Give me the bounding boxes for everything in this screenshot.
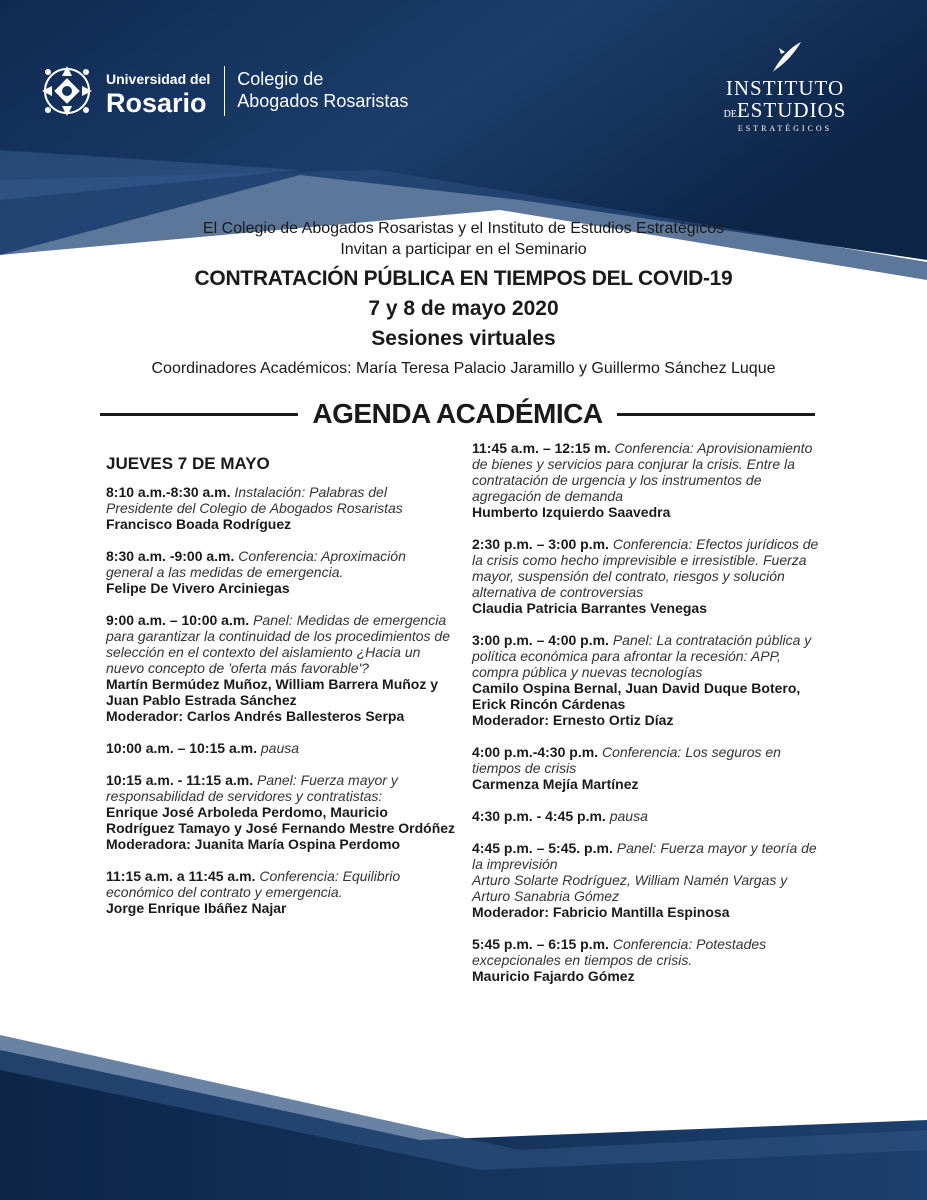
session-time: 4:00 p.m.-4:30 p.m. [472, 744, 599, 760]
session-description: Conferencia: Aproximación general a las medidas de emergencia. [106, 548, 406, 580]
session-speakers: Felipe De Vivero Arciniegas [106, 580, 290, 596]
session-time: 10:15 a.m. - 11:15 a.m. [106, 772, 254, 788]
session-description: Panel: Medidas de emergencia para garantizar la continuidad de los procedimientos de selección en el contexto del aislamiento ¿Hacia un nuevo concepto de 'oferta más favorable'? [106, 612, 450, 676]
session-time: 8:30 a.m. -9:00 a.m. [106, 548, 235, 564]
colegio-line1: Colegio de [237, 69, 324, 90]
session-description: Conferencia: Equilibrio económico del contrato y emergencia. [106, 868, 401, 900]
session-time: 11:15 a.m. a 11:45 a.m. [106, 868, 256, 884]
session-header [472, 632, 822, 680]
session-header [472, 808, 822, 824]
session-description: Conferencia: Los seguros en tiempos de crisis [472, 744, 781, 776]
session-header [106, 548, 456, 580]
university-name-big: Rosario [106, 87, 207, 118]
session-speakers: Carmenza Mejía Martínez [472, 776, 639, 792]
left-sessions [106, 484, 456, 916]
agenda-heading [100, 396, 815, 432]
session-time: 8:10 a.m.-8:30 a.m. [106, 484, 231, 500]
right-sessions [472, 440, 822, 984]
institute-line1: INSTITUTO [725, 76, 845, 100]
seminar-format: Sesiones virtuales [371, 327, 556, 350]
agenda-title: AGENDA ACADÉMICA [312, 398, 603, 429]
session-description: Panel: Fuerza mayor y teoría de la imprevisión [472, 840, 817, 872]
session-header [106, 484, 456, 516]
intro-block [0, 218, 927, 378]
session-moderator: Moderador: Fabricio Mantilla Espinosa [472, 904, 730, 920]
agenda-session [472, 440, 822, 520]
session-speakers: Enrique José Arboleda Perdomo, Mauricio Rodríguez Tamayo y José Fernando Mestre Ordóñez [106, 804, 456, 836]
session-speakers: Martín Bermúdez Muñoz, William Barrera Muñoz y Juan Pablo Estrada Sánchez [106, 676, 439, 708]
logo-separator [224, 66, 225, 116]
university-name-small: Universidad del [106, 70, 211, 87]
agenda-session [106, 548, 456, 596]
session-speakers: Claudia Patricia Barrantes Venegas [472, 600, 707, 616]
universidad-rosario-logo [36, 60, 408, 122]
institute-estudios: ESTUDIOS [736, 98, 847, 122]
agenda-session [472, 536, 822, 616]
coordinators: Coordinadores Académicos: María Teresa Palacio Jaramillo y Guillermo Sánchez Luque [151, 360, 776, 377]
agenda-session [106, 612, 456, 724]
session-header [106, 612, 456, 676]
session-moderator: Moderador: Carlos Andrés Ballesteros Serpa [106, 708, 405, 724]
session-speakers: Humberto Izquierdo Saavedra [472, 504, 671, 520]
session-time: 3:00 p.m. – 4:00 p.m. [472, 632, 609, 648]
session-header [472, 840, 822, 872]
agenda-session [472, 744, 822, 792]
session-time: 9:00 a.m. – 10:00 a.m. [106, 612, 250, 628]
session-description: Conferencia: Efectos jurídicos de la crisis como hecho imprevisible e irresistible. Fuerza mayor, suspensión del contrato, riesgos y solución alternativa de controversias [472, 536, 819, 600]
institute-de: DE [723, 109, 737, 120]
colegio-name [237, 69, 408, 112]
agenda-session [106, 484, 456, 532]
quill-pen-icon [765, 38, 805, 76]
session-speakers: Francisco Boada Rodríguez [106, 516, 292, 532]
session-description: Conferencia: Potestades excepcionales en tiempos de crisis. [472, 936, 767, 968]
session-description: Panel: Fuerza mayor y responsabilidad de servidores y contratistas: [106, 772, 398, 804]
session-moderator: Moderadora: Juanita María Ospina Perdomo [106, 836, 401, 852]
intro-line2: Invitan a participar en el Seminario [340, 241, 587, 258]
session-speakers: Jorge Enrique Ibáñez Najar [106, 900, 287, 916]
session-header [472, 536, 822, 600]
colegio-line2: Abogados Rosaristas [237, 91, 409, 111]
session-header [106, 772, 456, 804]
session-time: 11:45 a.m. – 12:15 m. [472, 440, 611, 456]
session-time: 4:30 p.m. - 4:45 p.m. [472, 808, 606, 824]
seminar-dates: 7 y 8 de mayo 2020 [368, 297, 559, 320]
session-description: Conferencia: Aprovisionamiento de bienes y servicios para conjurar la crisis. Entre la contratación de urgencia y los instrumentos de agregación de demanda [472, 440, 813, 504]
session-header [472, 936, 822, 968]
agenda-session [106, 868, 456, 916]
header-logos [0, 0, 927, 150]
day-heading: JUEVES 7 DE MAYO [106, 454, 270, 473]
divider-left [100, 413, 298, 416]
divider-right [617, 413, 815, 416]
session-header [106, 740, 456, 756]
session-time: 2:30 p.m. – 3:00 p.m. [472, 536, 609, 552]
session-header [472, 440, 822, 504]
session-header [472, 744, 822, 776]
session-time: 4:45 p.m. – 5:45. p.m. [472, 840, 613, 856]
agenda-column-right [472, 440, 822, 1000]
session-description: Panel: La contratación pública y política económica para afrontar la recesión: APP, compra pública y nuevas tecnologías [472, 632, 812, 680]
session-time: 5:45 p.m. – 6:15 p.m. [472, 936, 609, 952]
seminar-title: CONTRATACIÓN PÚBLICA EN TIEMPOS DEL COVID-19 [194, 267, 733, 290]
agenda-session [106, 740, 456, 756]
agenda-session [472, 808, 822, 824]
session-speakers: Camilo Ospina Bernal, Juan David Duque Botero, Erick Rincón Cárdenas [472, 680, 801, 712]
session-moderator: Moderador: Ernesto Ortiz Díaz [472, 712, 674, 728]
agenda-session [472, 632, 822, 728]
session-description: pausa [609, 808, 648, 824]
session-time: 10:00 a.m. – 10:15 a.m. [106, 740, 257, 756]
institute-line2 [700, 99, 870, 121]
university-crest-icon [36, 60, 98, 122]
session-speakers: Mauricio Fajardo Gómez [472, 968, 635, 984]
session-description: Instalación: Palabras del Presidente del Colegio de Abogados Rosaristas [106, 484, 403, 516]
instituto-estudios-logo [700, 38, 870, 133]
agenda-column-left [106, 456, 456, 932]
agenda-session [472, 936, 822, 984]
institute-line3: ESTRATÉGICOS [737, 124, 833, 134]
agenda-session [472, 840, 822, 920]
intro-line1: El Colegio de Abogados Rosaristas y el Instituto de Estudios Estratégicos [202, 220, 725, 237]
university-name [106, 66, 210, 117]
session-header [106, 868, 456, 900]
agenda-session [106, 772, 456, 852]
session-panelists: Arturo Solarte Rodríguez, William Namén Vargas y Arturo Sanabria Gómez [472, 872, 788, 904]
session-description: pausa [260, 740, 300, 756]
